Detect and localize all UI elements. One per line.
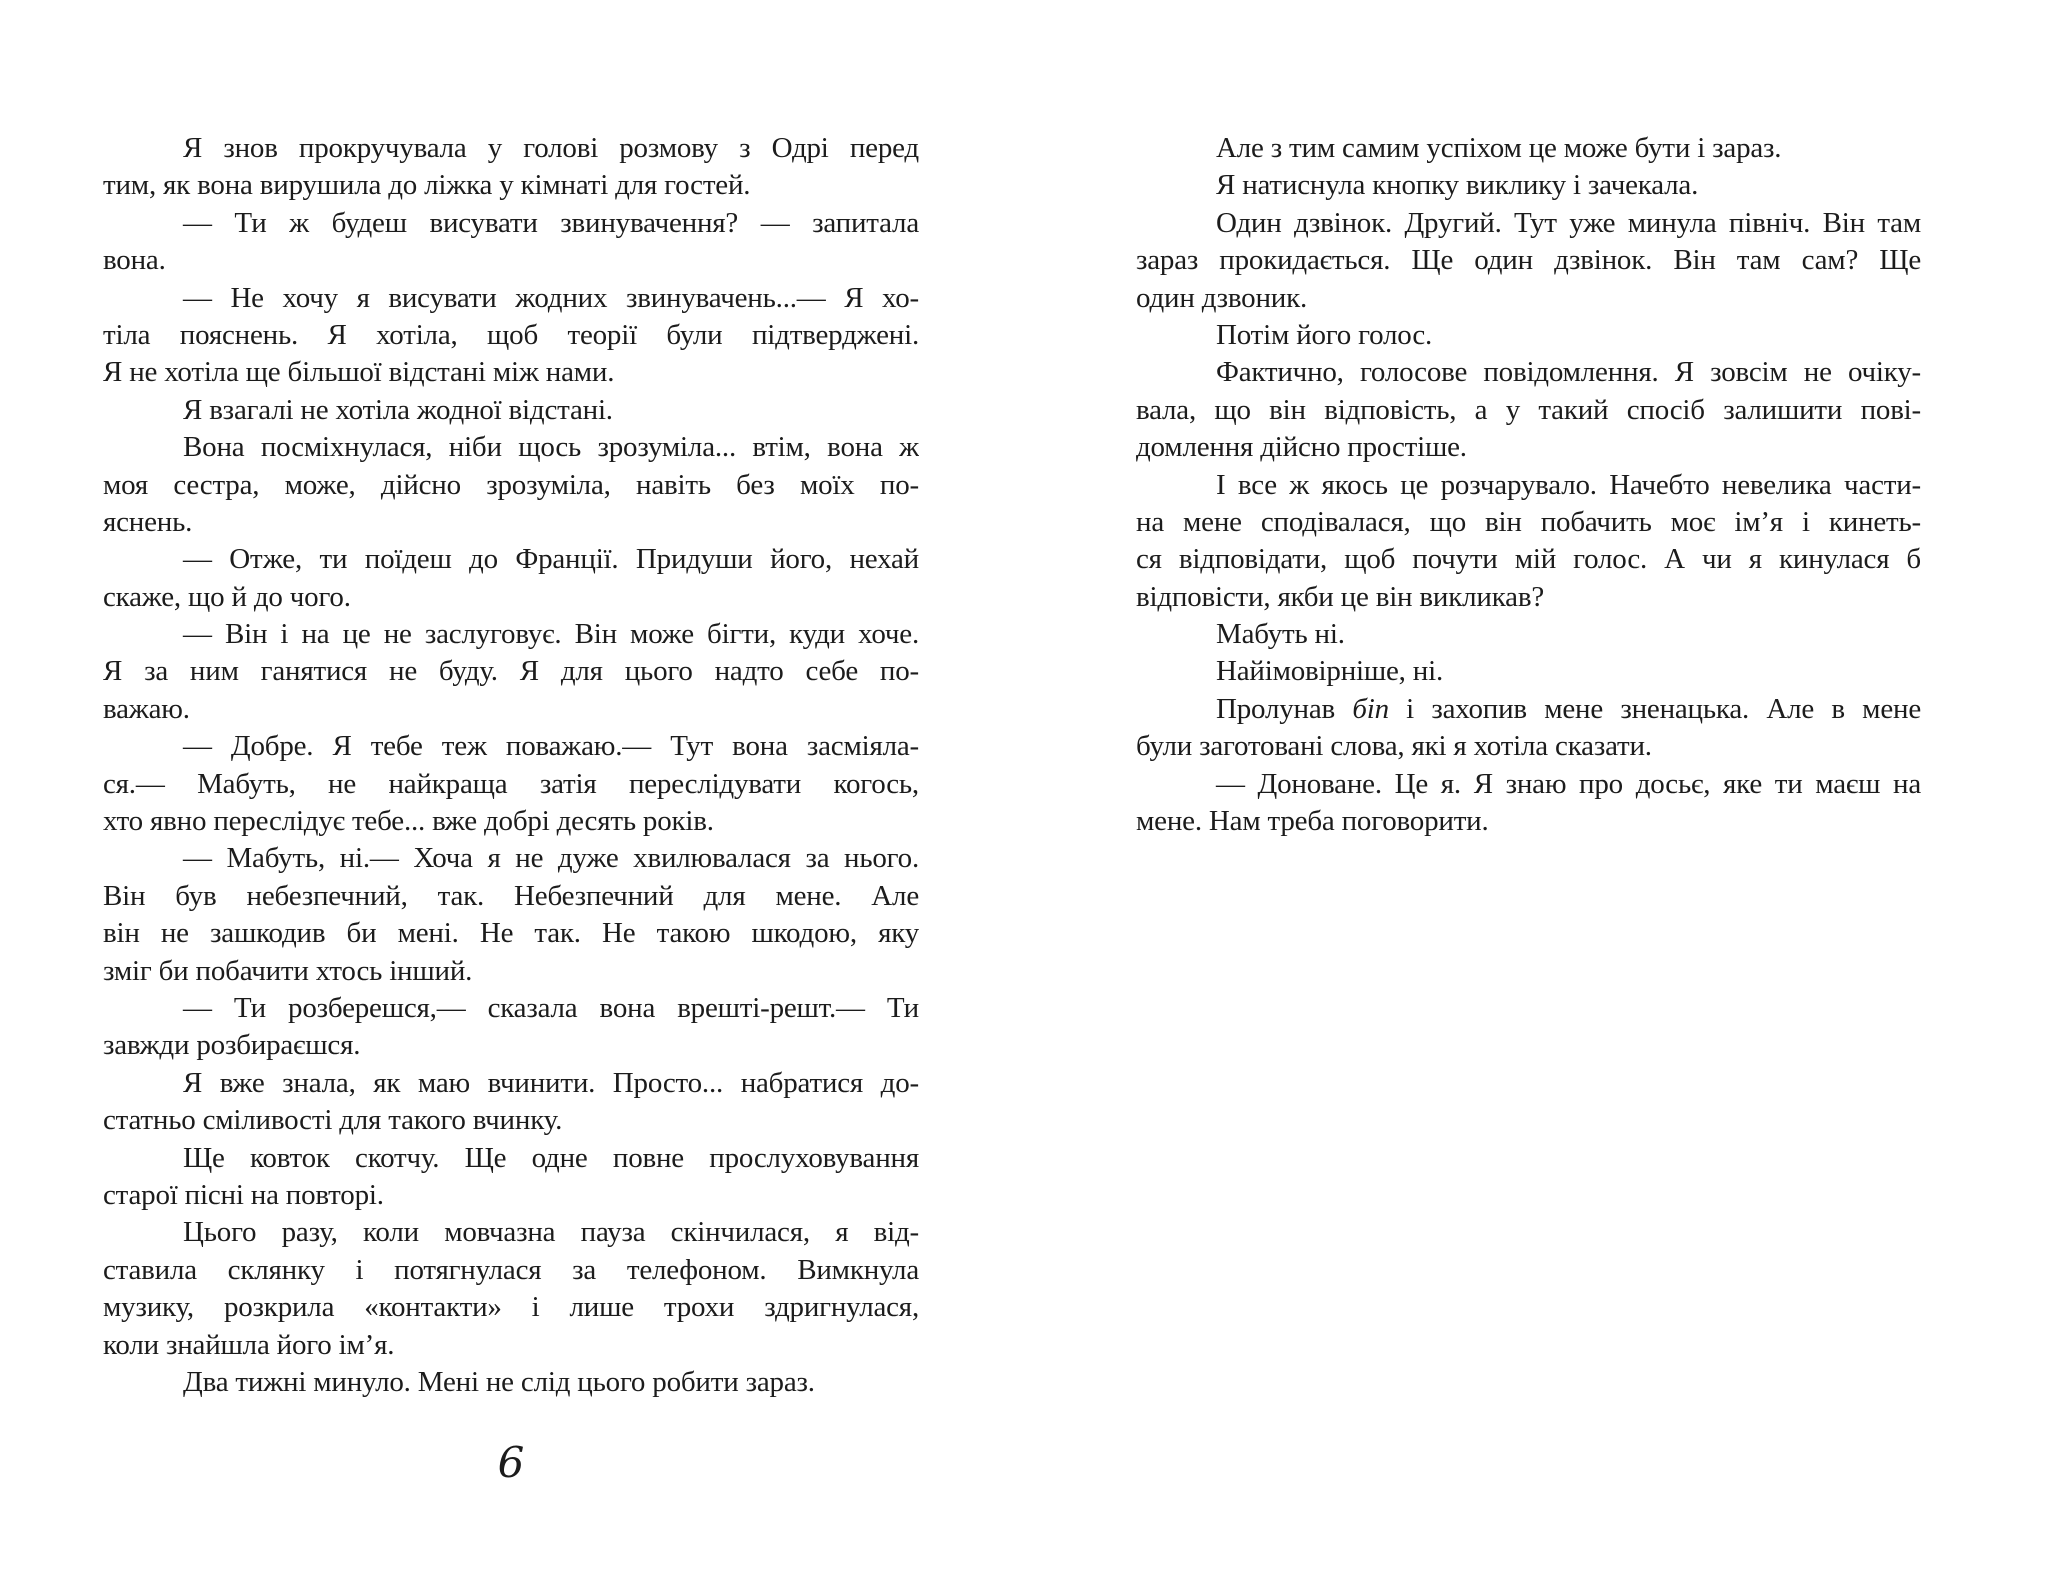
- text-line: Я за ним ганятися не буду. Я для цього надто себе по-: [103, 655, 919, 688]
- text-line: — Не хочу я висувати жодних звинувачень...— Я хо-: [183, 281, 919, 314]
- text-line: Я взагалі не хотіла жодної відстані.: [183, 393, 613, 426]
- text-line: він не зашкодив би мені. Не так. Не такою шкодою, яку: [103, 917, 919, 950]
- text-line: яснень.: [103, 505, 193, 538]
- text-line: Я знов прокручувала у голові розмову з Одрі перед: [183, 132, 919, 164]
- text-line: — Ти розберешся,— сказала вона врешті-решт.— Ти: [183, 991, 919, 1024]
- text-line: один дзвоник.: [1136, 281, 1308, 314]
- text-line: Два тижні минуло. Мені не слід цього робити зараз.: [183, 1365, 815, 1398]
- text-line: Мабуть ні.: [1216, 618, 1345, 651]
- text-line: Але з тим самим успіхом це може бути і зараз.: [1216, 132, 1782, 164]
- text-line: Цього разу, коли мовчазна пауза скінчилася, я від-: [183, 1216, 919, 1249]
- text-line: статньо сміливості для такого вчинку.: [103, 1104, 563, 1137]
- text-line: відповісти, якби це він викликав?: [1136, 580, 1545, 613]
- text-line: на мене сподівалася, що він побачить моє ім’я і кинеть-: [1136, 505, 1921, 538]
- text-line: — Доноване. Це я. Я знаю про досьє, яке ти маєш на: [1216, 767, 1921, 800]
- text-line: мене. Нам треба поговорити.: [1136, 805, 1489, 838]
- text-line: були заготовані слова, які я хотіла сказати.: [1136, 730, 1652, 763]
- right-page-text: [1136, 130, 1921, 840]
- left-page-text: [103, 130, 919, 1401]
- text-line: ся.— Мабуть, не найкраща затія переслідувати когось,: [103, 767, 919, 800]
- text-line: музику, розкрила «контакти» і лише трохи здригнулася,: [103, 1291, 919, 1324]
- text-line: старої пісні на повторі.: [103, 1178, 384, 1211]
- text-line: коли знайшла його ім’я.: [103, 1328, 395, 1361]
- text-line: Потім його голос.: [1216, 318, 1433, 351]
- text-line: — Добре. Я тебе теж поважаю.— Тут вона засміяла-: [183, 730, 919, 763]
- text-line: — Ти ж будеш висувати звинувачення? — запитала: [183, 206, 919, 239]
- text-line: [1136, 691, 1921, 728]
- page-number: 6: [497, 1438, 525, 1487]
- text-line: — Отже, ти поїдеш до Франції. Придуши його, нехай: [183, 543, 919, 576]
- text-line: ся відповідати, щоб почути мій голос. А чи я кинулася б: [1136, 543, 1921, 576]
- text-line: вона.: [103, 244, 166, 277]
- text-line: Я вже знала, як маю вчинити. Просто... набратися до-: [183, 1066, 919, 1099]
- text-line: вала, що він відповість, а у такий спосіб залишити пові-: [1136, 393, 1921, 426]
- text-line: ставила склянку і потягнулася за телефоном. Вимкнула: [103, 1253, 919, 1286]
- text-line: І все ж якось це розчарувало. Начебто невелика части-: [1216, 468, 1921, 501]
- text-segment: і захопив мене зненацька. Але в мене: [1388, 692, 1921, 725]
- text-line: Фактично, голосове повідомлення. Я зовсім не очіку-: [1216, 356, 1921, 389]
- text-line: — Мабуть, ні.— Хоча я не дуже хвилювалася за нього.: [183, 842, 919, 875]
- text-line: зараз прокидається. Ще один дзвінок. Він там сам? Ще: [1136, 244, 1921, 277]
- text-line: Я натиснула кнопку виклику і зачекала.: [1216, 169, 1699, 202]
- text-line: важаю.: [103, 692, 190, 725]
- text-segment: Пролунав: [1216, 692, 1353, 725]
- italic-word: біп: [1352, 692, 1389, 725]
- text-line: Найімовірніше, ні.: [1216, 655, 1443, 688]
- text-line: зміг би побачити хтось інший.: [103, 954, 473, 987]
- text-line: Ще ковток скотчу. Ще одне повне прослуховування: [183, 1141, 919, 1174]
- text-line: моя сестра, може, дійсно зрозуміла, навіть без моїх по-: [103, 468, 919, 501]
- text-line: хто явно переслідує тебе... вже добрі десять років.: [103, 805, 714, 838]
- text-line: — Він і на це не заслуговує. Він може бігти, куди хоче.: [183, 618, 919, 651]
- text-line: тим, як вона вирушила до ліжка у кімнаті для гостей.: [103, 169, 751, 202]
- text-line: тіла пояснень. Я хотіла, щоб теорії були підтверджені.: [103, 318, 919, 351]
- text-line: Він був небезпечний, так. Небезпечний для мене. Але: [103, 879, 919, 912]
- text-line: Вона посміхнулася, ніби щось зрозуміла... втім, вона ж: [183, 431, 919, 464]
- text-line: Я не хотіла ще більшої відстані між нами.: [103, 356, 615, 389]
- text-line: завжди розбираєшся.: [103, 1029, 361, 1062]
- text-line: скаже, що й до чого.: [103, 580, 351, 613]
- text-line: домлення дійсно простіше.: [1136, 431, 1467, 464]
- text-line: Один дзвінок. Другий. Тут уже минула північ. Він там: [1216, 206, 1921, 239]
